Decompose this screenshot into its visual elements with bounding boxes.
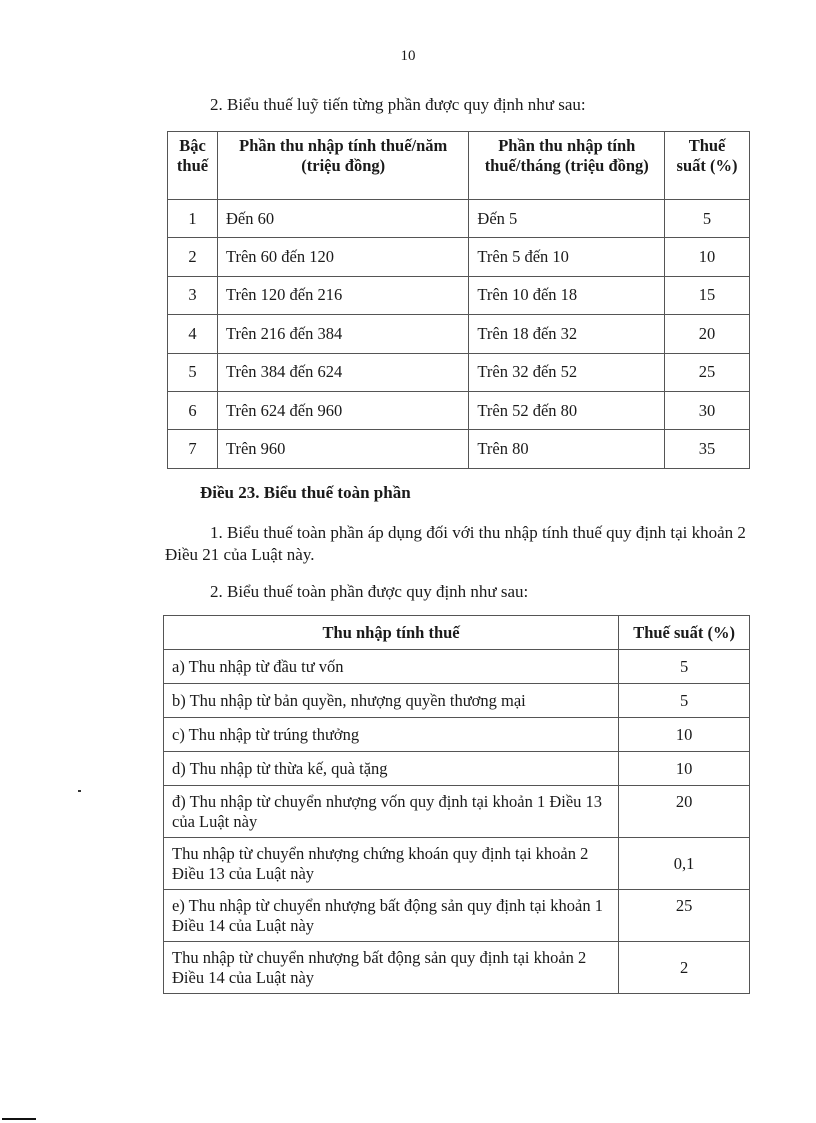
annual-income-cell: Trên 60 đến 120 [217, 238, 468, 276]
table-row [164, 684, 750, 718]
table-row [164, 890, 750, 942]
tax-rate-cell: 0,1 [619, 838, 750, 890]
scan-artifact-dot [78, 790, 81, 792]
table-row [164, 942, 750, 994]
income-type-cell: a) Thu nhập từ đầu tư vốn [164, 650, 619, 684]
tax-rate-cell: 20 [665, 315, 750, 353]
income-type-cell: đ) Thu nhập từ chuyển nhượng vốn quy định tại khoản 1 Điều 13 của Luật này [164, 786, 619, 838]
monthly-income-cell: Trên 10 đến 18 [469, 276, 665, 314]
header-taxable-income: Thu nhập tính thuế [164, 616, 619, 650]
table-header-row [164, 616, 750, 650]
tax-rate-cell: 5 [619, 650, 750, 684]
header-tax-rate: Thuế suất (%) [665, 132, 750, 200]
annual-income-cell: Trên 960 [217, 430, 468, 468]
article-paragraph-2: 2. Biểu thuế toàn phần được quy định như sau: [210, 582, 529, 601]
tax-rate-cell: 5 [619, 684, 750, 718]
tax-rate-cell: 20 [619, 786, 750, 838]
table-row [168, 430, 750, 468]
scan-artifact-bar [2, 1118, 36, 1120]
table-row [164, 718, 750, 752]
monthly-income-cell: Trên 5 đến 10 [469, 238, 665, 276]
tax-rate-cell: 10 [619, 752, 750, 786]
table-row [168, 200, 750, 238]
table-row [164, 838, 750, 890]
table-header-row [168, 132, 750, 200]
table-row [164, 752, 750, 786]
tax-level-cell: 7 [168, 430, 218, 468]
tax-rate-cell: 5 [665, 200, 750, 238]
article-heading: Điều 23. Biểu thuế toàn phần [200, 483, 411, 502]
tax-level-cell: 4 [168, 315, 218, 353]
table-row [168, 353, 750, 391]
tax-level-cell: 1 [168, 200, 218, 238]
tax-level-cell: 5 [168, 353, 218, 391]
tax-level-cell: 3 [168, 276, 218, 314]
tax-level-cell: 6 [168, 391, 218, 429]
article-paragraph-1: 1. Biểu thuế toàn phần áp dụng đối với thu nhập tính thuế quy định tại khoản 2 Điều 21 của Luật này. [165, 523, 746, 564]
table-row [164, 650, 750, 684]
flat-tax-table [163, 615, 750, 994]
header-monthly-income: Phần thu nhập tính thuế/tháng (triệu đồng) [469, 132, 665, 200]
tax-rate-cell: 2 [619, 942, 750, 994]
table-row [168, 276, 750, 314]
tax-rate-cell: 15 [665, 276, 750, 314]
annual-income-cell: Trên 624 đến 960 [217, 391, 468, 429]
income-type-cell: c) Thu nhập từ trúng thưởng [164, 718, 619, 752]
income-type-cell: d) Thu nhập từ thừa kế, quà tặng [164, 752, 619, 786]
tax-rate-cell: 10 [665, 238, 750, 276]
tax-rate-cell: 35 [665, 430, 750, 468]
annual-income-cell: Trên 120 đến 216 [217, 276, 468, 314]
tax-level-cell: 2 [168, 238, 218, 276]
income-type-cell: Thu nhập từ chuyển nhượng chứng khoán quy định tại khoản 2 Điều 13 của Luật này [164, 838, 619, 890]
tax-rate-cell: 25 [665, 353, 750, 391]
progressive-tax-table [167, 131, 750, 469]
annual-income-cell: Trên 216 đến 384 [217, 315, 468, 353]
header-tax-rate: Thuế suất (%) [619, 616, 750, 650]
income-type-cell: b) Thu nhập từ bản quyền, nhượng quyền thương mại [164, 684, 619, 718]
table-row [164, 786, 750, 838]
monthly-income-cell: Trên 32 đến 52 [469, 353, 665, 391]
table-row [168, 238, 750, 276]
tax-rate-cell: 10 [619, 718, 750, 752]
tax-rate-cell: 30 [665, 391, 750, 429]
annual-income-cell: Trên 384 đến 624 [217, 353, 468, 391]
annual-income-cell: Đến 60 [217, 200, 468, 238]
header-annual-income: Phần thu nhập tính thuế/năm (triệu đồng) [217, 132, 468, 200]
tax-rate-cell: 25 [619, 890, 750, 942]
monthly-income-cell: Đến 5 [469, 200, 665, 238]
header-tax-level: Bậc thuế [168, 132, 218, 200]
page-number: 10 [400, 48, 416, 64]
table-row [168, 391, 750, 429]
monthly-income-cell: Trên 80 [469, 430, 665, 468]
table-row [168, 315, 750, 353]
monthly-income-cell: Trên 52 đến 80 [469, 391, 665, 429]
income-type-cell: e) Thu nhập từ chuyển nhượng bất động sản quy định tại khoản 1 Điều 14 của Luật này [164, 890, 619, 942]
progressive-intro: 2. Biểu thuế luỹ tiến từng phần được quy định như sau: [210, 95, 586, 114]
monthly-income-cell: Trên 18 đến 32 [469, 315, 665, 353]
income-type-cell: Thu nhập từ chuyển nhượng bất động sản quy định tại khoản 2 Điều 14 của Luật này [164, 942, 619, 994]
